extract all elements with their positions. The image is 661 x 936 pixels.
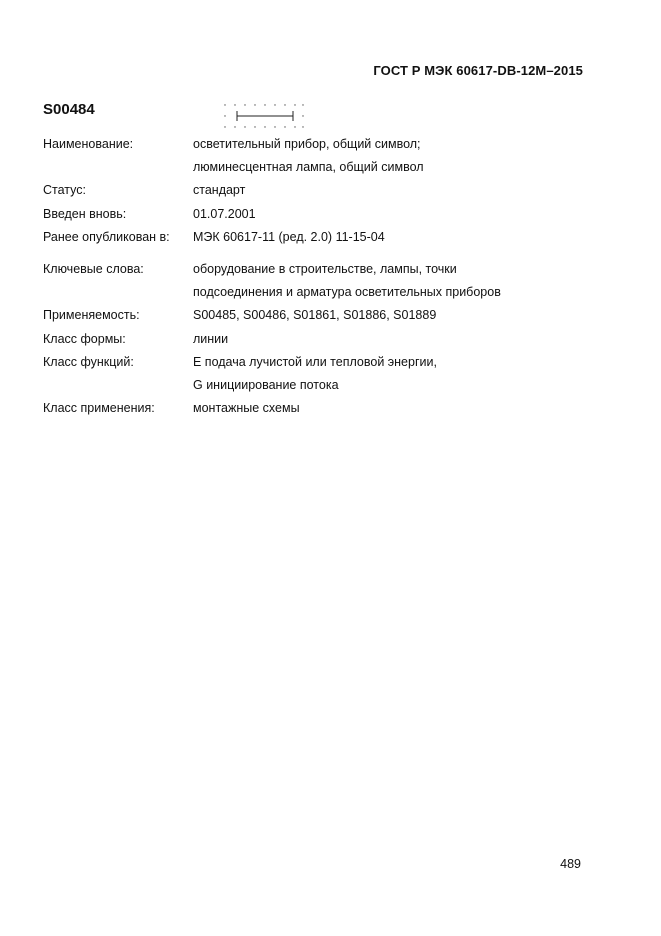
field-value-line: МЭК 60617-11 (ред. 2.0) 11-15-04	[193, 229, 385, 244]
field-value	[193, 226, 603, 249]
field-label: Введен вновь:	[43, 206, 127, 221]
standard-designation: ГОСТ Р МЭК 60617-DB-12M–2015	[373, 63, 583, 78]
field-value	[193, 328, 603, 351]
field-value-line: линии	[193, 331, 229, 346]
field-value-line: монтажные схемы	[193, 401, 300, 416]
field-label: Класс формы:	[43, 331, 126, 346]
field-value	[193, 133, 603, 179]
field-value	[193, 179, 603, 202]
fluorescent-lamp-symbol-icon	[223, 103, 305, 129]
field-value-line: G инициирование потока	[193, 378, 339, 393]
field-label: Наименование:	[43, 137, 134, 151]
field-value-line: осветительный прибор, общий символ;	[193, 137, 421, 151]
field-name	[43, 133, 603, 179]
field-value-line: оборудование в строительстве, лампы, точки	[193, 262, 457, 277]
field-value-line: подсоединения и арматура осветительных приборов	[193, 285, 501, 300]
field-function-class	[43, 351, 603, 397]
field-shape-class	[43, 328, 603, 351]
field-keywords	[43, 258, 603, 304]
field-value-line: люминесцентная лампа, общий символ	[193, 160, 424, 175]
field-value	[193, 351, 603, 397]
field-status	[43, 179, 603, 202]
field-value-line: 01.07.2001	[193, 206, 256, 221]
field-label: Класс функций:	[43, 354, 134, 369]
field-label: Класс применения:	[43, 401, 155, 416]
field-value-line: стандарт	[193, 183, 246, 198]
field-label: Статус:	[43, 183, 86, 198]
symbol-attributes	[43, 133, 603, 420]
field-published	[43, 226, 603, 249]
field-value-line: Е подача лучистой или тепловой энергии,	[193, 354, 437, 369]
symbol-code: S00484	[43, 101, 95, 118]
page-number: 489	[560, 857, 581, 871]
field-value	[193, 304, 603, 327]
field-value	[193, 397, 603, 420]
field-applicability	[43, 304, 603, 327]
field-label: Ранее опубликован в:	[43, 229, 170, 244]
field-label: Применяемость:	[43, 308, 140, 323]
field-introduced	[43, 203, 603, 226]
field-value-line: S00485, S00486, S01861, S01886, S01889	[193, 308, 437, 323]
field-value	[193, 258, 603, 304]
field-label: Ключевые слова:	[43, 262, 144, 277]
field-application-class	[43, 397, 603, 420]
field-value	[193, 203, 603, 226]
